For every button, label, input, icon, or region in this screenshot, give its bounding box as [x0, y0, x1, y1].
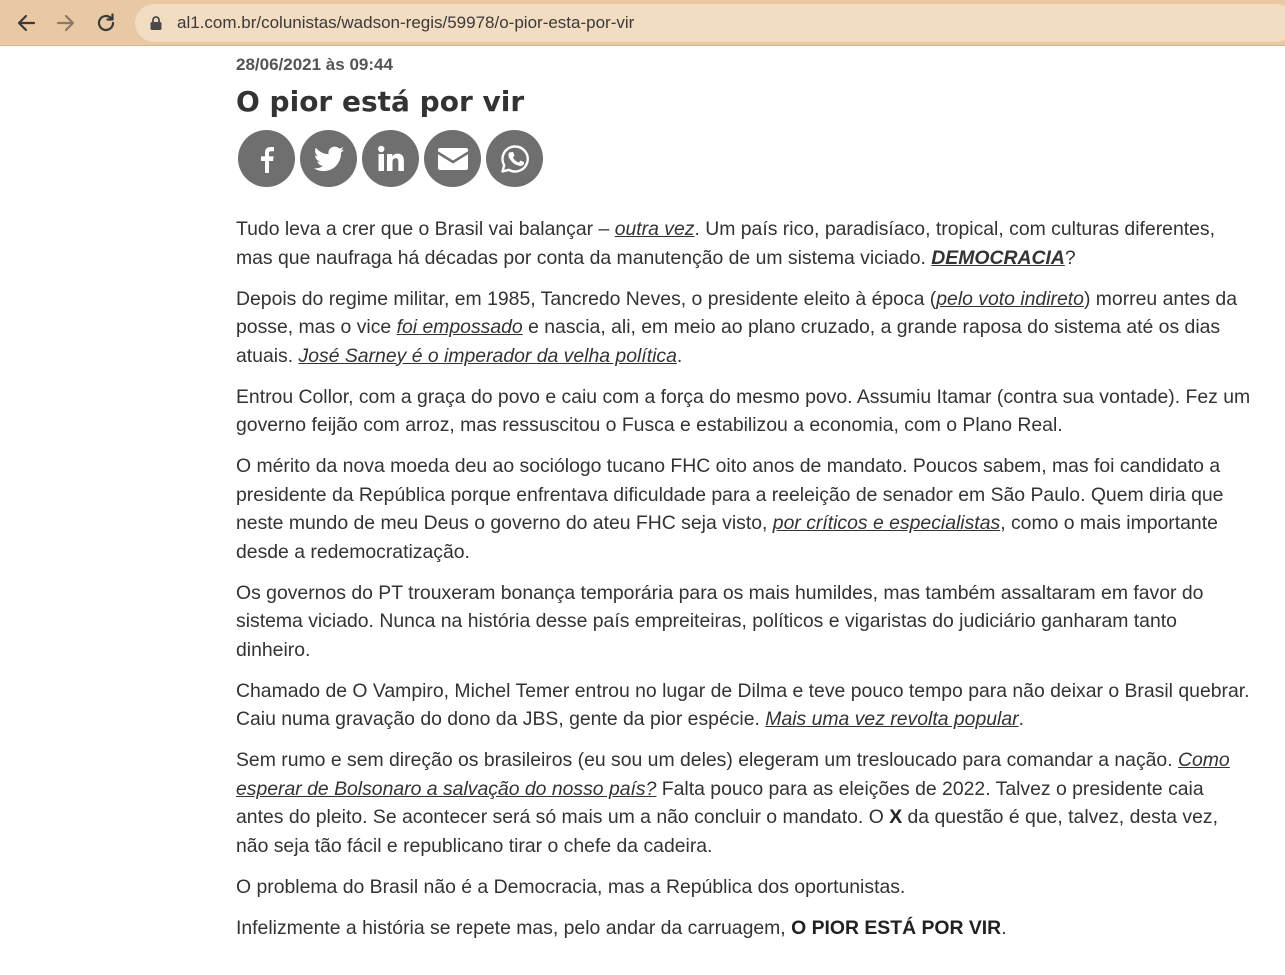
address-bar[interactable] — [135, 4, 1285, 42]
link-foi-empossado[interactable]: foi empossado — [396, 316, 523, 338]
reload-button[interactable] — [92, 9, 120, 37]
link-jose-sarney[interactable]: José Sarney é o imperador da velha política — [298, 344, 677, 367]
reload-icon — [95, 12, 117, 34]
url-text[interactable]: al1.com.br/colunistas/wadson-regis/59978/o-pior-esta-por-vir — [177, 13, 635, 32]
link-revolta-popular[interactable]: Mais uma vez revolta popular — [765, 708, 1019, 730]
paragraph-6: Chamado de O Vampiro, Michel Temer entrou no lugar de Dilma e teve pouco tempo para não deixar o Brasil quebrar. Caiu numa gravação do dono da JBS, gente da pior espécie. Mais uma vez revolta popular. — [236, 679, 1250, 730]
link-pelo-voto-indireto[interactable]: pelo voto indireto — [936, 287, 1084, 310]
paragraph-5: Os governos do PT trouxeram bonança temporária para os mais humildes, mas também assaltaram em favor do sistema viciado. Nunca na história desse país empreiteiras, políticos e vigaristas do judiciário ganharam tanto dinheiro. — [236, 581, 1204, 661]
share-facebook-button[interactable] — [238, 130, 295, 187]
back-button[interactable] — [12, 9, 40, 37]
linkedin-icon — [376, 144, 406, 174]
lock-icon[interactable] — [149, 15, 163, 31]
link-democracia[interactable]: DEMOCRACIA — [931, 246, 1065, 269]
paragraph-3: Entrou Collor, com a graça do povo e caiu com a força do mesmo povo. Assumiu Itamar (contra sua vontade). Fez um governo feijão com arroz, mas ressuscitou o Fusca e estabilizou a economia, com o Plano Real. — [236, 385, 1251, 436]
arrow-right-icon — [55, 12, 77, 34]
share-twitter-button[interactable] — [300, 130, 357, 187]
paragraph-1: Tudo leva a crer que o Brasil vai balançar – outra vez. Um país rico, paradisíaco, tropical, com culturas diferentes, mas que naufraga há décadas por conta da manutenção de um sistema viciado. DEMOCRACIA? — [236, 218, 1215, 269]
link-por-criticos[interactable]: por críticos e especialistas — [772, 512, 1001, 534]
article-date: 28/06/2021 às 09:44 — [236, 55, 393, 74]
facebook-icon — [252, 144, 282, 174]
arrow-left-icon — [15, 12, 37, 34]
paragraph-2: Depois do regime militar, em 1985, Tancredo Neves, o presidente eleito à época (pelo voto indireto) morreu antes da posse, mas o vice foi empossado e nascia, ali, em meio ao plano cruzado, a grande raposa do sistema até os dias atuais. José Sarney é o imperador da velha política. — [236, 287, 1237, 367]
forward-button[interactable] — [52, 9, 80, 37]
share-email-button[interactable] — [424, 130, 481, 187]
article — [236, 52, 1251, 955]
paragraph-8: O problema do Brasil não é a Democracia, mas a República dos oportunistas. — [236, 875, 906, 898]
share-whatsapp-button[interactable] — [486, 130, 543, 187]
paragraph-9: Infelizmente a história se repete mas, pelo andar da carruagem, O PIOR ESTÁ POR VIR. — [236, 916, 1007, 939]
browser-toolbar — [0, 0, 1285, 46]
paragraph-4: O mérito da nova moeda deu ao sociólogo tucano FHC oito anos de mandato. Poucos sabem, mas foi candidato a presidente da República porque enfrentava dificuldade para a reeleição de senador em São Paulo. Quem diria que neste mundo de meu Deus o governo do ateu FHC seja visto, por críticos e especialistas, como o mais importante desde a redemocratização. — [236, 455, 1224, 563]
share-buttons — [238, 130, 1251, 187]
article-body — [236, 215, 1251, 942]
whatsapp-icon — [499, 143, 531, 175]
link-bolsonaro[interactable]: Como esperar de Bolsonaro a salvação do nosso país? — [236, 749, 1230, 800]
link-outra-vez[interactable]: outra vez — [614, 218, 695, 240]
page-title: O pior está por vir — [236, 85, 525, 118]
email-icon — [437, 146, 469, 172]
share-linkedin-button[interactable] — [362, 130, 419, 187]
twitter-icon — [312, 144, 346, 174]
paragraph-7: Sem rumo e sem direção os brasileiros (eu sou um deles) elegeram um tresloucado para comandar a nação. Como esperar de Bolsonaro a salvação do nosso país? Falta pouco para as eleições de 2022. Talvez o presidente caia antes do pleito. Se acontecer será só mais um a não concluir o mandato. O X da questão é que, talvez, desta vez, não seja tão fácil e republicano tirar o chefe da cadeira. — [236, 749, 1230, 857]
